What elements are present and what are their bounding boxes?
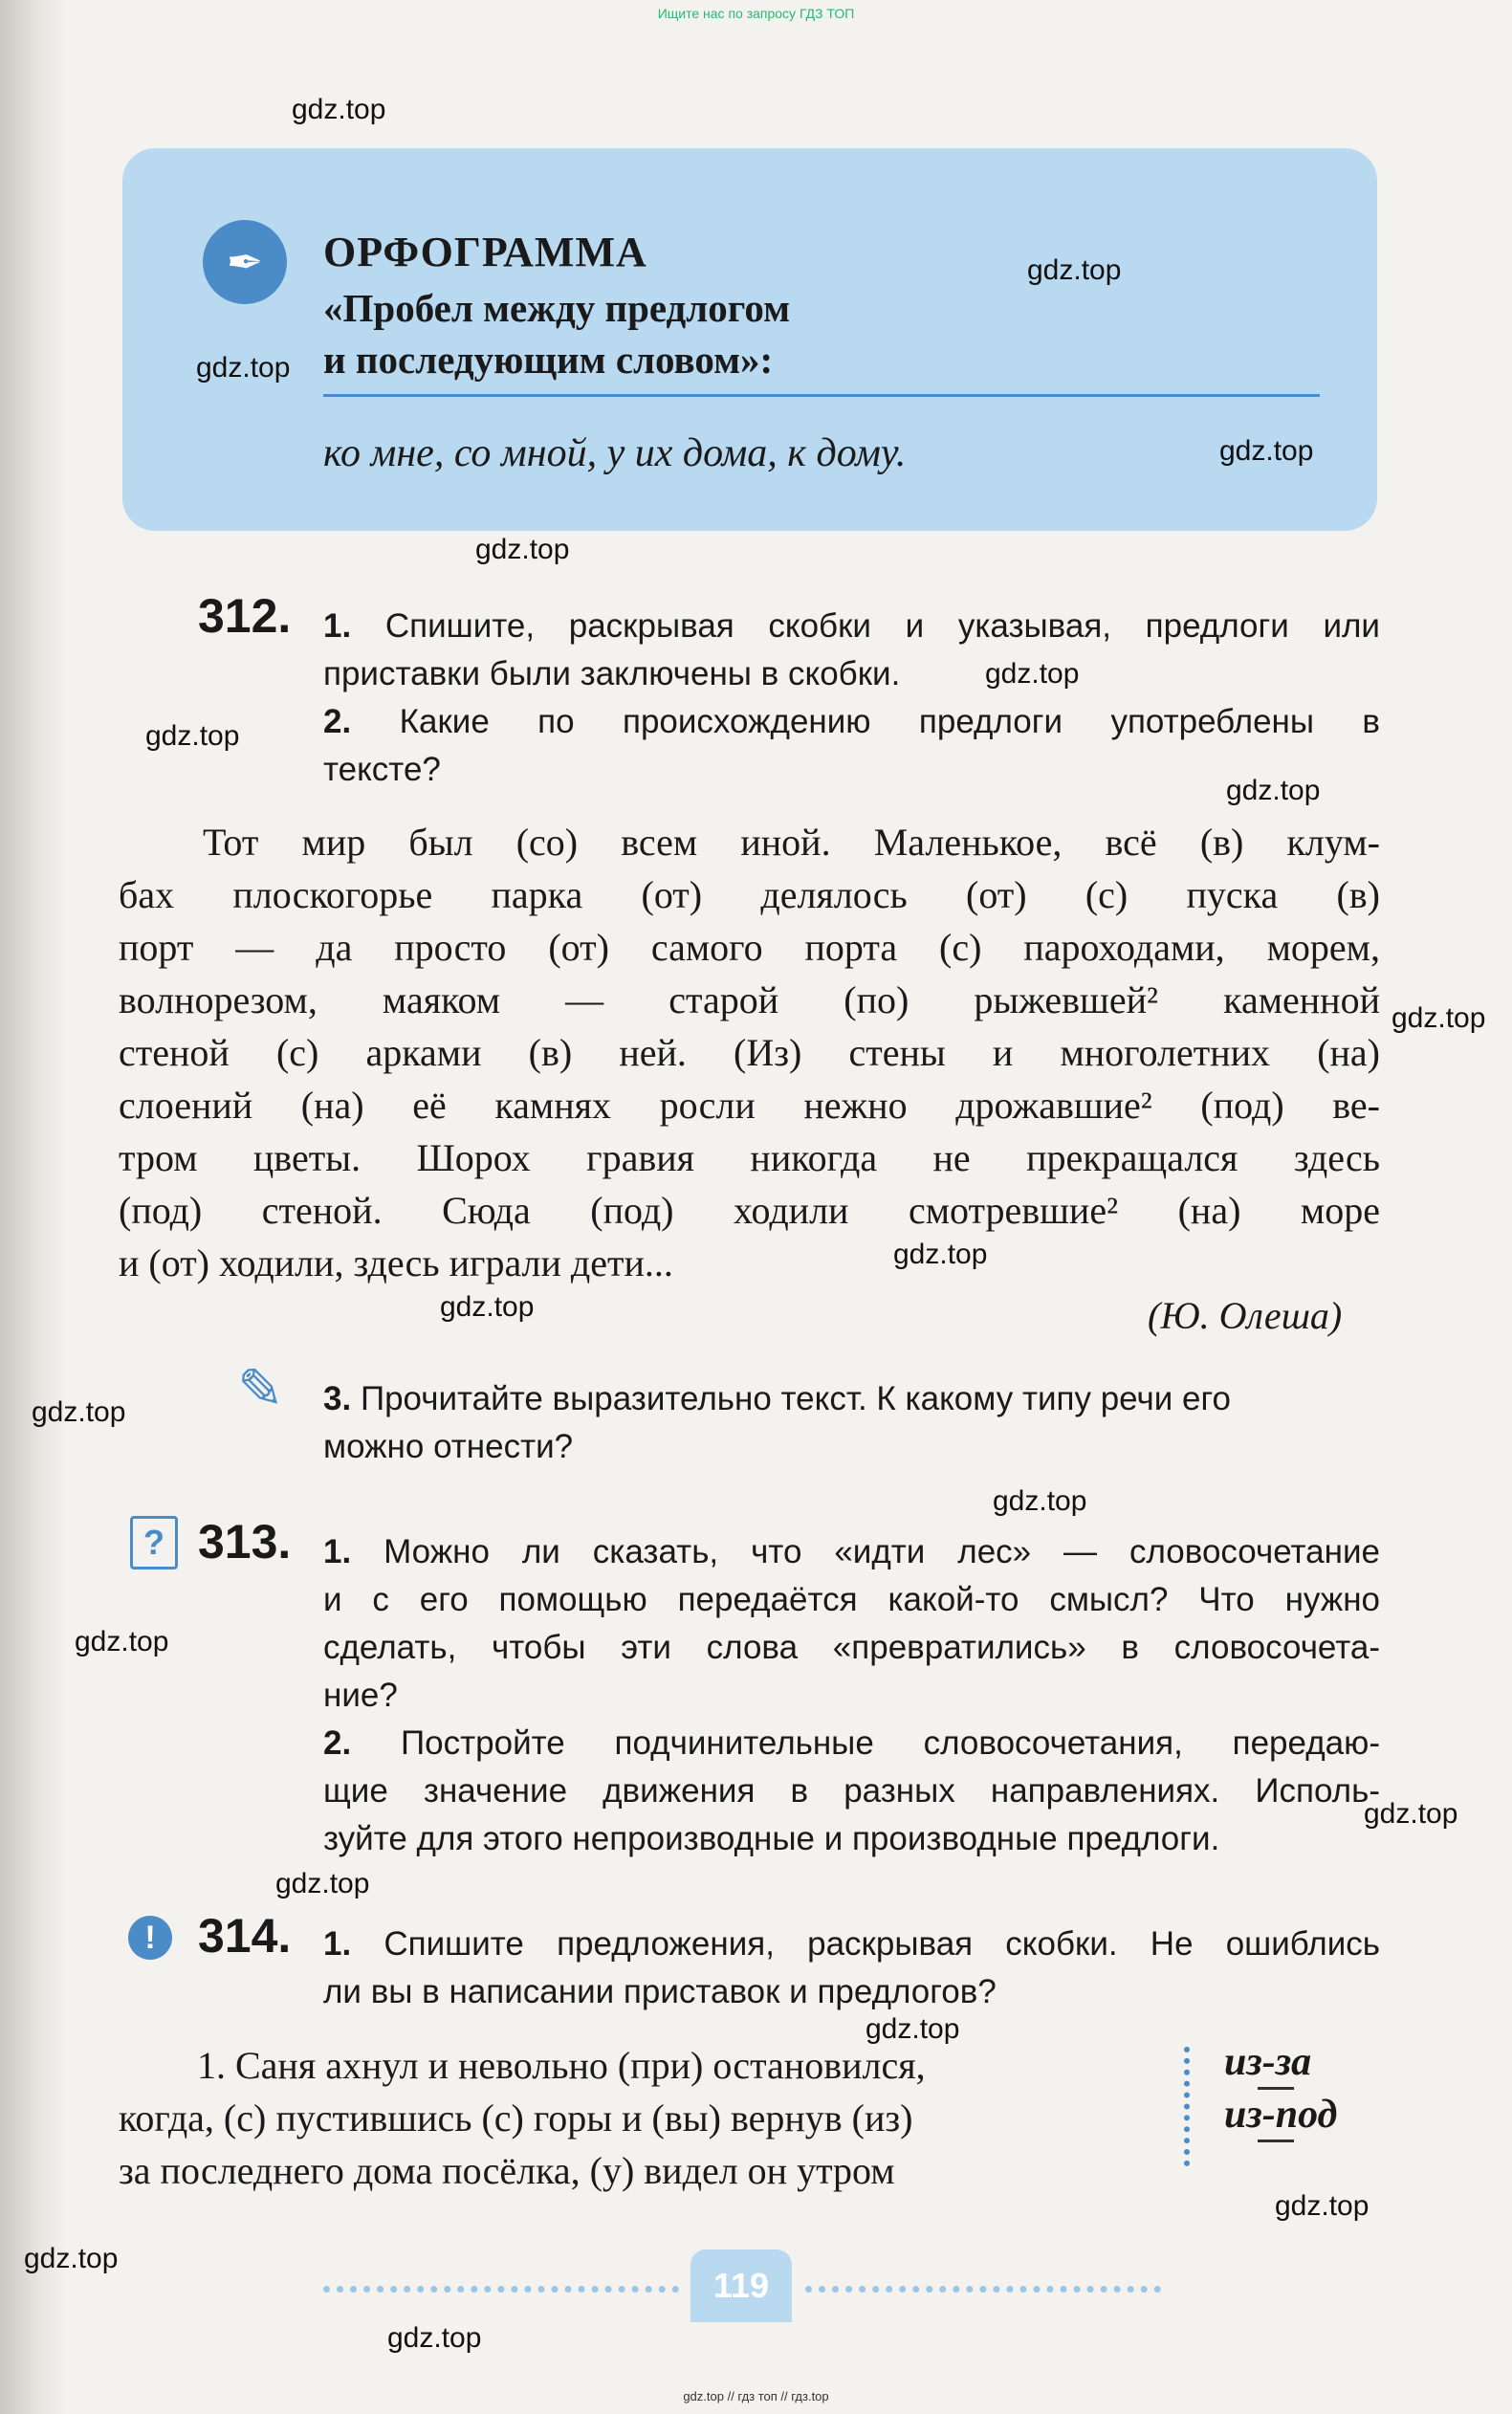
watermark: gdz.top (196, 352, 291, 384)
exercise-314-number: 314. (198, 1909, 292, 1963)
watermark: gdz.top (32, 1396, 126, 1428)
watermark: gdz.top (1027, 254, 1122, 286)
watermark: gdz.top (440, 1291, 535, 1323)
watermark: gdz.top (75, 1626, 169, 1657)
ex312-task2-line2: тексте? (323, 751, 441, 788)
watermark: gdz.top (387, 2322, 482, 2354)
side-note-dots (1184, 2047, 1199, 2166)
watermark: gdz.top (145, 720, 240, 752)
ex312-text-line: Тот мир был (со) всем иной. Маленькое, всё (в) клум- (203, 821, 1380, 864)
page-number: 119 (690, 2249, 792, 2322)
rule-line-1: «Пробел между предлогом (323, 286, 791, 330)
page-edge-shadow (0, 0, 67, 2414)
watermark: gdz.top (866, 2013, 960, 2045)
ex312-author: (Ю. Олеша) (1148, 1294, 1343, 1337)
ex312-text-line: бах плоскогорье парка (от) делялось (от) (с) пуска (в) (119, 873, 1380, 916)
side-word-iz-pod: из-под (1224, 2093, 1338, 2137)
watermark: gdz.top (292, 94, 386, 125)
ex312-task3-line2: можно отнести? (323, 1428, 574, 1465)
question-icon: ? (130, 1516, 178, 1569)
ex314-text-line: 1. Саня ахнул и невольно (при) остановился, (197, 2044, 926, 2087)
watermark: gdz.top (1219, 435, 1314, 467)
watermark: gdz.top (475, 534, 570, 565)
ex312-text-line: стеной (с) арками (в) ней. (Из) стены и многолетних (на) (119, 1031, 1380, 1074)
ex314-text-line: за последнего дома посёлка, (у) видел он утром (119, 2149, 895, 2192)
attention-icon: ! (128, 1916, 172, 1960)
ex313-task1-line: 1. Можно ли сказать, что «идти лес» — словосочетание (323, 1533, 1380, 1570)
ex312-text-line: порт — да просто (от) самого порта (с) пароходами, морем, (119, 926, 1380, 969)
ex312-text-line: тром цветы. Шорох гравия никогда не прекращался здесь (119, 1136, 1380, 1179)
rule-line-2: и последующим словом»: (323, 338, 774, 382)
footer-dots-left (323, 2286, 679, 2293)
page-footer (0, 2249, 1512, 2316)
footer-note: gdz.top // гдз топ // гдз.top (683, 2389, 829, 2403)
ex312-task1-line1: 1. Спишите, раскрывая скобки и указывая, предлоги или (323, 607, 1380, 645)
ex312-text-line: волнорезом, маяком — старой (по) рыжевшей² каменной (119, 978, 1380, 1021)
side-word-underline (1258, 2087, 1294, 2090)
watermark: gdz.top (993, 1485, 1087, 1517)
quill-icon: ✎ (237, 1356, 284, 1421)
side-word-underline (1258, 2140, 1294, 2142)
rule-title: ОРФОГРАММА (323, 229, 647, 275)
ex312-text-line: (под) стеной. Сюда (под) ходили смотревшие² (на) море (119, 1189, 1380, 1232)
footer-dots-right (805, 2286, 1161, 2293)
watermark: gdz.top (1391, 1002, 1486, 1034)
ex314-task1-line: ли вы в написании приставок и предлогов? (323, 1973, 997, 2010)
side-word-iz-za: из-за (1224, 2040, 1312, 2084)
ex312-task3-line1: 3. Прочитайте выразительно текст. К какому типу речи его (323, 1380, 1231, 1417)
ex312-task1-line2: приставки были заключены в скобки. (323, 655, 901, 692)
exercise-312-number: 312. (198, 589, 292, 643)
ex313-task2-line: 2. Постройте подчинительные словосочетания, передаю- (323, 1724, 1380, 1762)
ex314-task1-line: 1. Спишите предложения, раскрывая скобки. Не ошиблись (323, 1925, 1380, 1963)
watermark: gdz.top (1364, 1798, 1458, 1830)
ex313-task2-line: щие значение движения в разных направлениях. Исполь- (323, 1772, 1380, 1810)
exercise-313-number: 313. (198, 1515, 292, 1569)
watermark: gdz.top (985, 658, 1080, 690)
watermark: gdz.top (1226, 775, 1321, 806)
ex312-task2-line1: 2. Какие по происхождению предлоги употреблены в (323, 703, 1380, 740)
watermark: gdz.top (1275, 2190, 1370, 2222)
ex313-task1-line: и с его помощью передаётся какой-то смысл? Что нужно (323, 1581, 1380, 1618)
watermark: gdz.top (24, 2243, 119, 2274)
pen-nib-icon: ✒ (203, 220, 287, 304)
ex314-text-line: когда, (с) пустившись (с) горы и (вы) вернув (из) (119, 2096, 913, 2140)
ex313-task1-line: сделать, чтобы эти слова «превратились» в словосочета- (323, 1629, 1380, 1666)
watermark: gdz.top (275, 1868, 370, 1899)
ex312-text-line: слоений (на) её камнях росли нежно дрожавшие² (под) ве- (119, 1084, 1380, 1127)
ex313-task2-line: зуйте для этого непроизводные и производные предлоги. (323, 1820, 1220, 1857)
watermark: gdz.top (893, 1239, 988, 1270)
rule-divider (323, 394, 1320, 397)
header-note: Ищите нас по запросу ГДЗ ТОП (657, 6, 855, 21)
ex313-task1-line: ние? (323, 1677, 398, 1714)
rule-examples: ко мне, со мной, у их дома, к дому. (323, 431, 907, 475)
ex312-text-line: и (от) ходили, здесь играли дети... (119, 1241, 673, 1284)
